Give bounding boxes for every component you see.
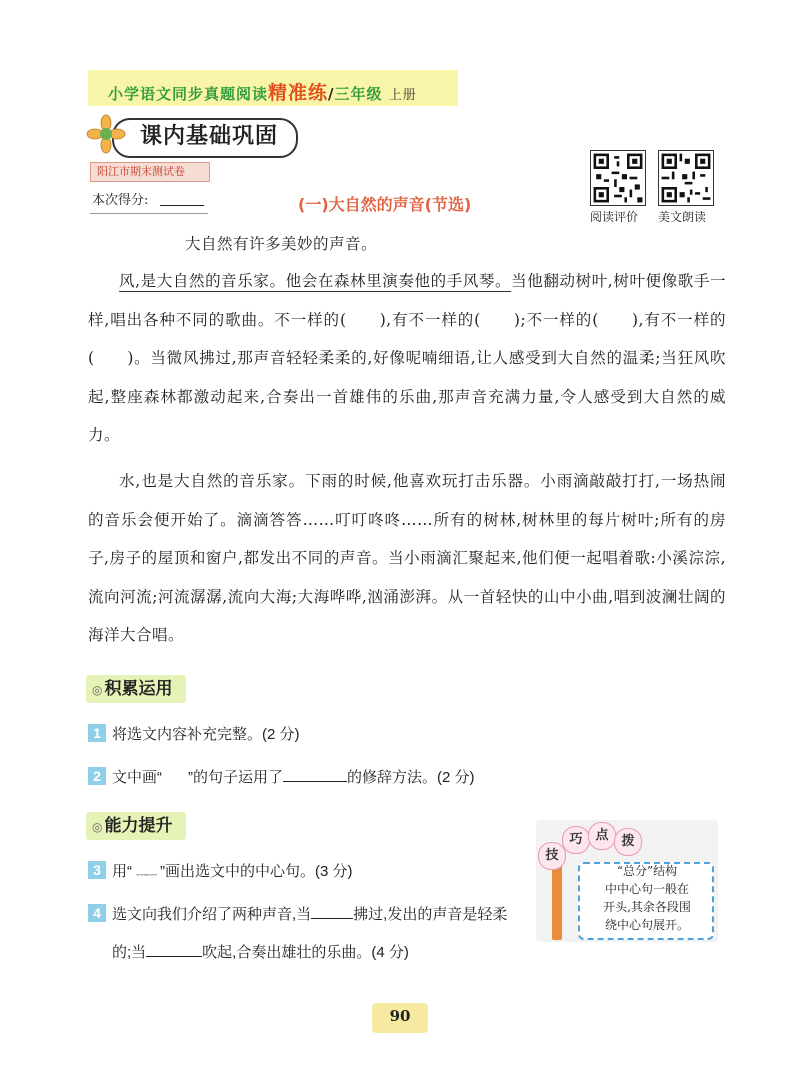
tips-bubble: 巧 (562, 826, 590, 854)
subsection-ability: ◎ 能力提升 (86, 812, 186, 840)
page-number: 90 (389, 1007, 411, 1025)
answer-blank[interactable] (283, 781, 347, 782)
question-1: 1 将选文内容补充完整。(2 分) (88, 724, 300, 746)
subsection-accumulation: ◎ 积累运用 (86, 675, 186, 703)
answer-blank[interactable] (311, 918, 353, 919)
qr-code-reading-review[interactable] (590, 150, 646, 206)
target-icon: ◎ (92, 683, 103, 697)
qr-code-recitation[interactable] (658, 150, 714, 206)
question-4: 4 选文向我们介绍了两种声音,当 拂过,发出的声音是轻柔 (88, 904, 507, 926)
passage-paragraph-wind: 风,是大自然的音乐家。他会在森林里演奏他的手风琴。当他翻动树叶,树叶便像歌手一样,唱出各种不同的歌曲。不一样的( ),有不一样的( );不一样的( ),有不一样的( )。当微风拂过,那声音轻轻柔柔的,好像呢喃细语,让人感受到大自然的温柔;当狂风吹起,整座森林都激动起来,合奏出一首雄伟的乐曲,那声音充满力量,令人感受到大自然的威力。 (88, 272, 726, 444)
section-title: 课内基础巩固 (112, 118, 298, 158)
tips-text: “总分”结构 中中心句一般在 开头,其余各段围 绕中心句展开。 (603, 864, 691, 932)
question-4-continued: 的;当 吹起,合奏出雄壮的乐曲。(4 分) (112, 944, 409, 961)
score-label: 本次得分: (92, 193, 149, 208)
underlined-sentence: 风,是大自然的音乐家。他会在森林里演奏他的手风琴。 (119, 272, 512, 290)
passage-intro: 大自然有许多美妙的声音。 (185, 235, 378, 253)
qr-caption: 美文朗读 (658, 210, 707, 224)
tips-bubble: 拨 (614, 828, 642, 856)
exam-source-tag: 阳江市期末测试卷 (90, 162, 210, 182)
passage-paragraph-water: 水,也是大自然的音乐家。下雨的时候,他喜欢玩打击乐器。小雨滴敲敲打打,一场热闹的音乐会便开始了。滴滴答答……叮叮咚咚……所有的树林,树林里的每片树叶;所有的房子,房子的屋顶和窗户,都发出不同的声音。当小雨滴汇聚起来,他们便一起唱着歌:小溪淙淙,流向河流;河流潺潺,流向大海;大海哗哗,汹涌澎湃。从一首轻快的山中小曲,唱到波澜壮阔的海洋大合唱。 (88, 472, 726, 644)
question-3: 3 用“ ﹏﹏ ”画出选文中的中心句。(3 分) (88, 860, 353, 883)
tips-pole-icon (552, 866, 562, 940)
passage-title: (一)大自然的声音(节选) (298, 195, 472, 214)
qr-caption: 阅读评价 (590, 210, 639, 224)
score-input[interactable] (160, 205, 204, 206)
target-icon: ◎ (92, 820, 103, 834)
question-2: 2 文中画“ ”的句子运用了 的修辞方法。(2 分) (88, 767, 475, 789)
tips-bubble: 技 (538, 842, 566, 870)
wavy-line-icon: ﹏﹏ (136, 865, 156, 877)
answer-blank[interactable] (146, 956, 202, 957)
flower-icon (86, 114, 126, 154)
book-title: 小学语文同步真题阅读精准练/三年级 上册 (108, 82, 417, 104)
tips-bubble: 点 (588, 822, 616, 850)
